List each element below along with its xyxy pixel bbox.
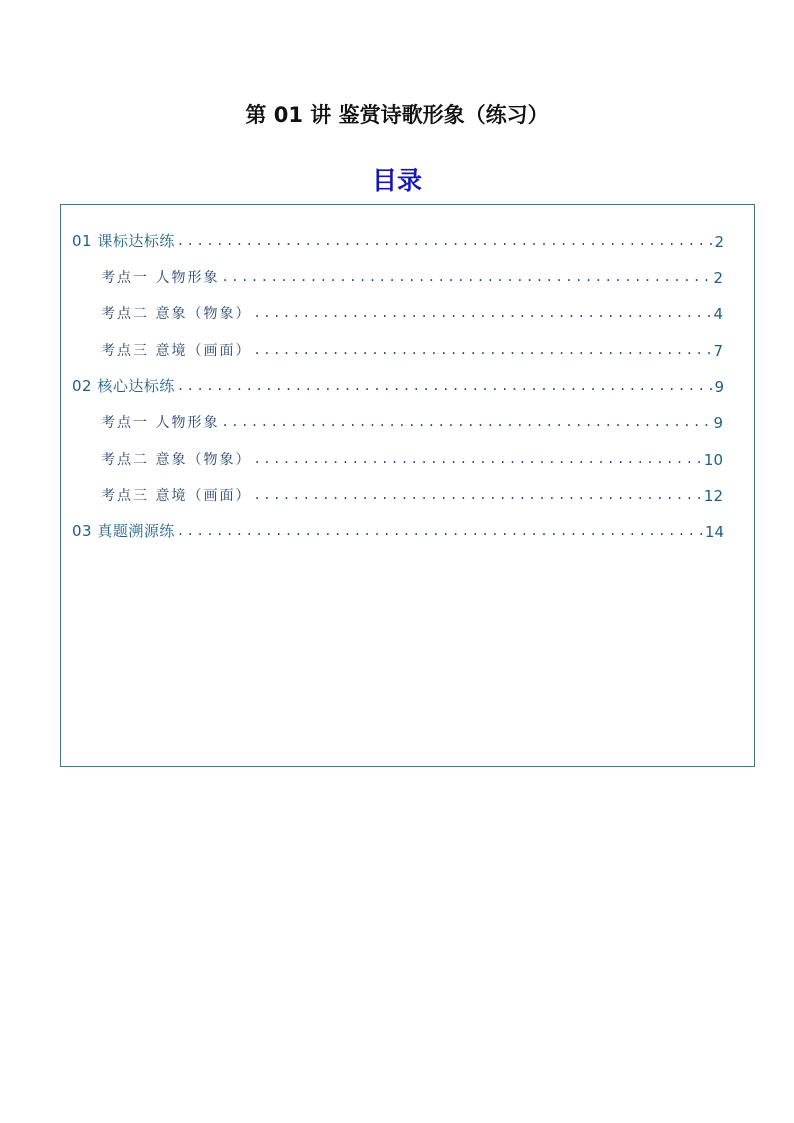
- toc-entry-page-number: 4: [713, 305, 723, 323]
- document-title: 第 01 讲 鉴赏诗歌形象（练习）: [245, 103, 549, 127]
- dot-leader: [253, 306, 711, 320]
- dot-leader: [221, 415, 711, 429]
- toc-entry-label: 03 真题溯源练: [72, 522, 175, 540]
- toc-entry-label: 02 核心达标练: [72, 377, 175, 395]
- dot-leader: [221, 270, 711, 284]
- toc-entry-02-point-2[interactable]: [101, 445, 723, 469]
- toc-entry-page-number: 9: [714, 378, 724, 396]
- toc-entry-section-02[interactable]: [72, 372, 724, 396]
- toc-entry-label: 考点三 意境（画面）: [101, 343, 252, 359]
- dot-leader: [177, 524, 703, 538]
- toc-entry-page-number: 9: [713, 414, 723, 432]
- dot-leader: [177, 379, 713, 393]
- dot-leader: [253, 343, 711, 357]
- toc-entry-label: 考点三 意境（画面）: [101, 488, 252, 504]
- dot-leader: [253, 452, 701, 466]
- dot-leader: [177, 234, 713, 248]
- toc-entry-label: 考点二 意象（物象）: [101, 306, 252, 322]
- toc-entry-section-01[interactable]: [72, 227, 724, 251]
- toc-entry-page-number: 12: [703, 487, 723, 505]
- toc-entry-label: 考点一 人物形象: [101, 415, 220, 431]
- toc-entry-page-number: 2: [714, 233, 724, 251]
- toc-entry-label: 考点一 人物形象: [101, 270, 220, 286]
- toc-entry-02-point-1[interactable]: [101, 408, 723, 432]
- table-of-contents: [60, 204, 755, 767]
- toc-heading: 目录: [371, 166, 422, 195]
- toc-entry-page-number: 7: [713, 342, 723, 360]
- toc-entry-01-point-1[interactable]: [101, 263, 723, 287]
- toc-entry-label: 考点二 意象（物象）: [101, 452, 252, 468]
- toc-entry-page-number: 14: [704, 523, 724, 541]
- toc-entry-01-point-3[interactable]: [101, 336, 723, 360]
- toc-entry-section-03[interactable]: [72, 517, 724, 541]
- dot-leader: [253, 488, 701, 502]
- toc-entry-01-point-2[interactable]: [101, 299, 723, 323]
- toc-entry-page-number: 2: [713, 269, 723, 287]
- toc-entry-label: 01 课标达标练: [72, 232, 175, 250]
- toc-entry-page-number: 10: [703, 451, 723, 469]
- toc-entry-02-point-3[interactable]: [101, 481, 723, 505]
